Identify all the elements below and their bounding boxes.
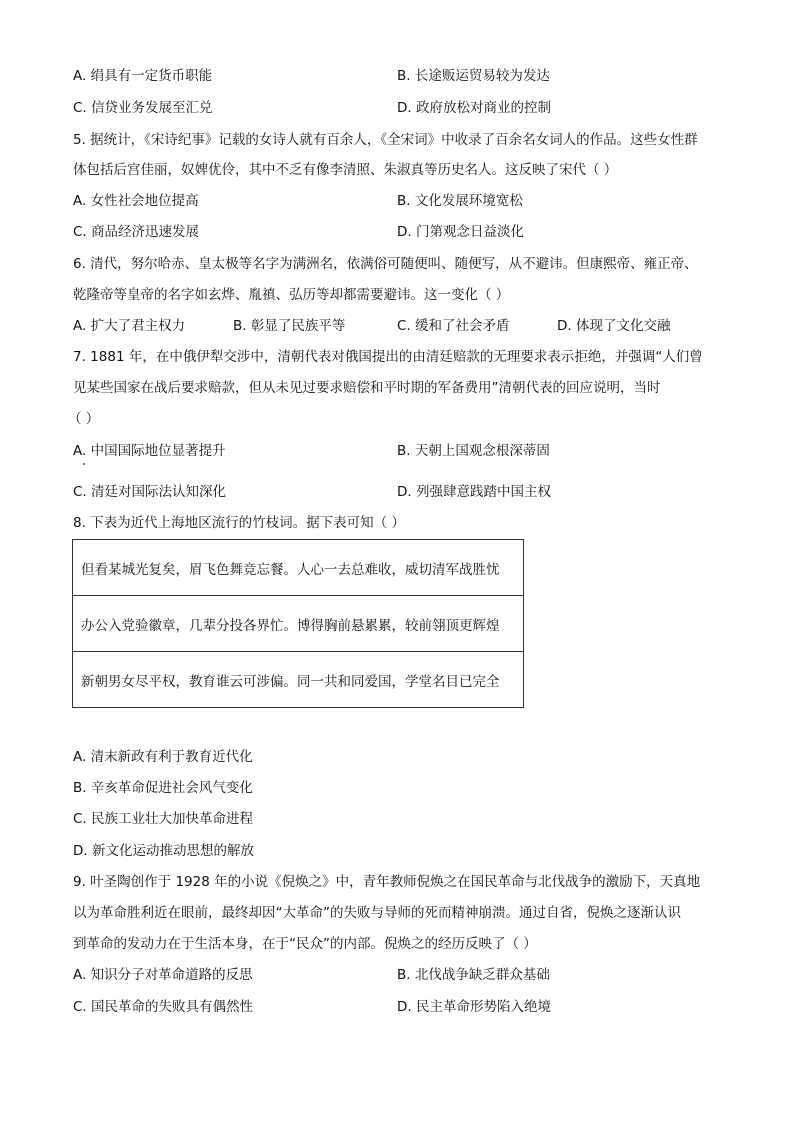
q7-option-b: B. 天朝上国观念根深蒂固 — [397, 443, 550, 459]
q9-stem-line-2: 以为革命胜利近在眼前，最终却因“大革命”的失败与导师的死而精神崩溃。通过自省，倪焕之逐渐认识 — [73, 905, 681, 921]
q7-stem-line-3: （ ） — [68, 411, 100, 427]
table-cell: 办公入党验徽章，几辈分投各界忙。博得胸前悬累累，较前翎顶更辉煌 — [73, 596, 524, 652]
q5-stem-line-2: 体包括后宫佳丽，奴婢优伶，其中不乏有像李清照、朱淑真等历史名人。这反映了宋代（ ） — [73, 162, 618, 178]
q8-option-d: D. 新文化运动推动思想的解放 — [73, 843, 254, 859]
q9-stem-line-1: 9. 叶圣陶创作于 1928 年的小说《倪焕之》中，青年教师倪焕之在国民革命与北伐战争的激励下，天真地 — [73, 874, 701, 890]
q5-option-a: A. 女性社会地位提高 — [73, 193, 199, 209]
q7-stem-line-1: 7. 1881 年，在中俄伊犁交涉中，清朝代表对俄国提出的由清廷赔款的无理要求表示拒绝，并强调“人们曾 — [73, 349, 703, 365]
table-cell: 新朝男女尽平权，教育谁云可涉偏。同一共和同爱国，学堂名目已完全 — [73, 652, 524, 708]
q8-option-c: C. 民族工业壮大加快革命进程 — [73, 811, 254, 827]
q7-option-c: C. 清廷对国际法认知深化 — [73, 484, 227, 500]
q7-option-d: D. 列强肆意践踏中国主权 — [397, 484, 551, 500]
q9-stem-line-3: 到革命的发动力在于生活本身，在于“民众”的内部。倪焕之的经历反映了（ ） — [73, 936, 537, 952]
q4-option-d: D. 政府放松对商业的控制 — [397, 100, 551, 116]
q6-option-c: C. 缓和了社会矛盾 — [397, 318, 510, 334]
q4-option-c: C. 信贷业务发展至汇兑 — [73, 100, 213, 116]
q6-option-d: D. 体现了文化交融 — [557, 318, 671, 334]
q4-option-b: B. 长途贩运贸易较为发达 — [397, 68, 550, 84]
q4-option-a: A. 绢具有一定货币职能 — [73, 68, 213, 84]
q8-option-b: B. 辛亥革命促进社会风气变化 — [73, 780, 253, 796]
q9-option-b: B. 北伐战争缺乏群众基础 — [397, 967, 550, 983]
q5-option-b: B. 文化发展环境宽松 — [397, 193, 523, 209]
q5-option-c: C. 商品经济迅速发展 — [73, 224, 200, 240]
q5-stem-line-1: 5. 据统计，《宋诗纪事》记载的女诗人就有百余人，《全宋词》中收录了百余名女词人的作品。这些女性群 — [73, 132, 698, 148]
table-cell: 但看某城光复矣，眉飞色舞竞忘餐。人心一去总难收，威切清军战胜忧 — [73, 540, 524, 596]
table-row — [73, 652, 524, 708]
q9-option-a: A. 知识分子对革命道路的反思 — [73, 967, 253, 983]
q6-stem-line-2: 乾隆帝等皇帝的名字如玄烨、胤禛、弘历等却都需要避讳。这一变化（ ） — [73, 287, 510, 303]
q9-option-c: C. 国民革命的失败具有偶然性 — [73, 999, 254, 1015]
q6-stem-line-1: 6. 清代，努尔哈赤、皇太极等名字为满洲名，依满俗可随便叫、随便写，从不避讳。但康熙帝、雍正帝、 — [73, 256, 698, 272]
q7-stem-line-2: 见某些国家在战后要求赔款，但从未见过要求赔偿和平时期的军备费用”清朝代表的回应说明，当时 — [73, 380, 661, 396]
bamboo-verse-table — [72, 539, 524, 708]
stray-dot — [83, 463, 85, 465]
table-row — [73, 596, 524, 652]
q6-option-b: B. 彰显了民族平等 — [233, 318, 346, 334]
q8-stem: 8. 下表为近代上海地区流行的竹枝词。据下表可知（ ） — [73, 515, 405, 531]
q8-option-a: A. 清末新政有利于教育近代化 — [73, 749, 253, 765]
q9-option-d: D. 民主革命形势陷入绝境 — [397, 999, 551, 1015]
q7-option-a: A. 中国国际地位显著提升 — [73, 443, 226, 459]
table-row — [73, 540, 524, 596]
q5-option-d: D. 门第观念日益淡化 — [397, 224, 524, 240]
q6-option-a: A. 扩大了君主权力 — [73, 318, 186, 334]
